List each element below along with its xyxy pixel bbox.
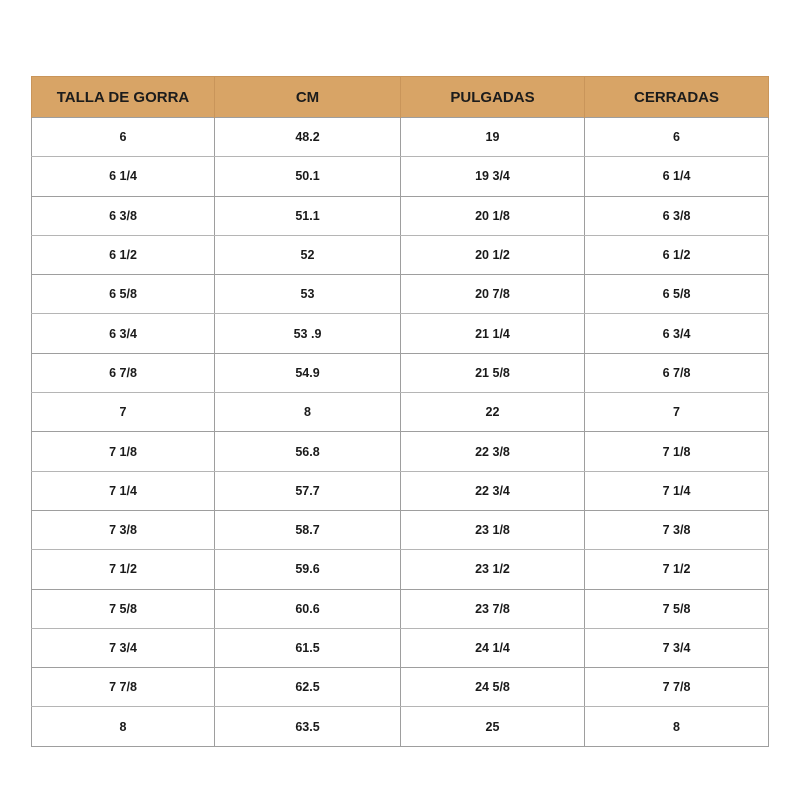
cell-cap-size: 7 5/8	[32, 589, 215, 628]
table-row	[32, 118, 769, 157]
cell-cm: 60.6	[215, 589, 401, 628]
cell-cm: 58.7	[215, 510, 401, 549]
cell-cap-size: 6 3/8	[32, 196, 215, 235]
cell-inches: 21 5/8	[401, 353, 585, 392]
cell-cm: 57.7	[215, 471, 401, 510]
table-header	[32, 77, 769, 118]
cell-fitted: 6 3/8	[585, 196, 769, 235]
cell-cap-size: 6 1/2	[32, 235, 215, 274]
cell-fitted: 7 1/2	[585, 550, 769, 589]
cell-cm: 8	[215, 393, 401, 432]
cell-cm: 50.1	[215, 157, 401, 196]
cell-cm: 53	[215, 275, 401, 314]
cell-inches: 19 3/4	[401, 157, 585, 196]
cell-fitted: 7	[585, 393, 769, 432]
cell-cm: 63.5	[215, 707, 401, 746]
cell-cap-size: 6 5/8	[32, 275, 215, 314]
cell-cap-size: 7 3/4	[32, 628, 215, 667]
cell-cap-size: 7 1/4	[32, 471, 215, 510]
cell-inches: 23 1/2	[401, 550, 585, 589]
cell-cap-size: 7	[32, 393, 215, 432]
cell-cm: 51.1	[215, 196, 401, 235]
table-row	[32, 275, 769, 314]
cell-cap-size: 6 7/8	[32, 353, 215, 392]
cell-fitted: 6 1/2	[585, 235, 769, 274]
cell-inches: 20 1/2	[401, 235, 585, 274]
cell-inches: 24 1/4	[401, 628, 585, 667]
cell-fitted: 7 1/4	[585, 471, 769, 510]
cell-cap-size: 7 7/8	[32, 668, 215, 707]
table-row	[32, 314, 769, 353]
cell-fitted: 6 3/4	[585, 314, 769, 353]
cell-cm: 59.6	[215, 550, 401, 589]
cell-inches: 19	[401, 118, 585, 157]
cell-inches: 24 5/8	[401, 668, 585, 707]
cell-cap-size: 7 1/8	[32, 432, 215, 471]
cell-inches: 22	[401, 393, 585, 432]
cell-inches: 23 1/8	[401, 510, 585, 549]
header-cm: CM	[215, 77, 401, 118]
cell-cap-size: 6 1/4	[32, 157, 215, 196]
cell-cap-size: 8	[32, 707, 215, 746]
cell-cm: 54.9	[215, 353, 401, 392]
cell-inches: 21 1/4	[401, 314, 585, 353]
table-row	[32, 628, 769, 667]
cell-cm: 53 .9	[215, 314, 401, 353]
table-row	[32, 353, 769, 392]
cell-cm: 56.8	[215, 432, 401, 471]
cell-cap-size: 6	[32, 118, 215, 157]
cell-inches: 20 7/8	[401, 275, 585, 314]
cell-cm: 61.5	[215, 628, 401, 667]
cell-fitted: 7 5/8	[585, 589, 769, 628]
table-row	[32, 235, 769, 274]
cell-fitted: 6 7/8	[585, 353, 769, 392]
cell-inches: 20 1/8	[401, 196, 585, 235]
cell-inches: 25	[401, 707, 585, 746]
table-body	[32, 118, 769, 747]
cell-fitted: 7 3/4	[585, 628, 769, 667]
cell-fitted: 7 7/8	[585, 668, 769, 707]
table-row	[32, 589, 769, 628]
cell-inches: 22 3/4	[401, 471, 585, 510]
cell-cm: 62.5	[215, 668, 401, 707]
cell-cm: 52	[215, 235, 401, 274]
cell-fitted: 8	[585, 707, 769, 746]
table-row	[32, 550, 769, 589]
cell-inches: 22 3/8	[401, 432, 585, 471]
table-row	[32, 157, 769, 196]
cell-cap-size: 7 3/8	[32, 510, 215, 549]
table-row	[32, 707, 769, 746]
cell-inches: 23 7/8	[401, 589, 585, 628]
cell-fitted: 6	[585, 118, 769, 157]
table-row	[32, 668, 769, 707]
table-row	[32, 471, 769, 510]
cell-cap-size: 7 1/2	[32, 550, 215, 589]
size-chart-table	[31, 76, 769, 747]
header-cap-size: TALLA DE GORRA	[32, 77, 215, 118]
table-row	[32, 196, 769, 235]
table-row	[32, 510, 769, 549]
header-inches: PULGADAS	[401, 77, 585, 118]
cell-fitted: 7 3/8	[585, 510, 769, 549]
cell-cm: 48.2	[215, 118, 401, 157]
cell-fitted: 6 5/8	[585, 275, 769, 314]
header-row	[32, 77, 769, 118]
cell-fitted: 6 1/4	[585, 157, 769, 196]
header-fitted: CERRADAS	[585, 77, 769, 118]
table-row	[32, 393, 769, 432]
cell-fitted: 7 1/8	[585, 432, 769, 471]
table-row	[32, 432, 769, 471]
cell-cap-size: 6 3/4	[32, 314, 215, 353]
